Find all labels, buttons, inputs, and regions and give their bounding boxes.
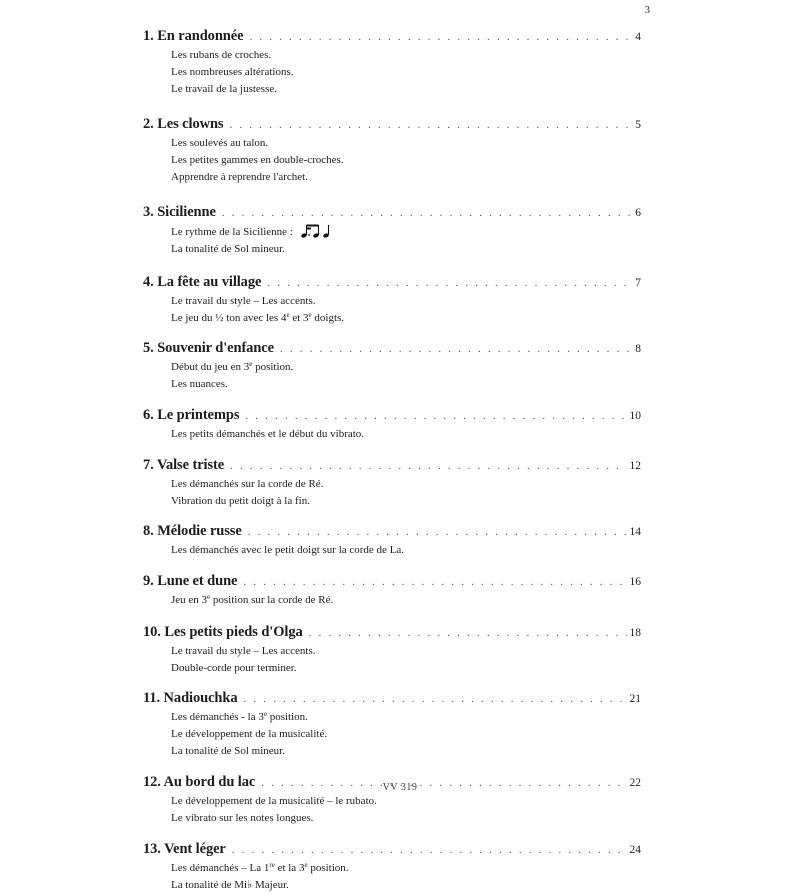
toc-entry xyxy=(143,841,641,894)
toc-subitem: Les démanchés sur la corde de Ré. xyxy=(171,478,324,490)
toc-entry-title[interactable]: 3. Sicilienne xyxy=(143,204,216,220)
toc-entry xyxy=(143,690,641,760)
toc-subitem xyxy=(171,709,641,726)
dot-leader xyxy=(230,460,626,472)
ordinal-superscript: e xyxy=(207,593,211,601)
toc-subitem: Le travail du style – Les accents. xyxy=(171,645,316,657)
toc-subitem-text: position. xyxy=(307,862,349,874)
page-number: 3 xyxy=(644,4,650,16)
toc-entry-title[interactable]: 2. Les clowns xyxy=(143,116,224,132)
toc-subitem: Vibration du petit doigt à la fin. xyxy=(171,495,310,507)
toc-subitem-text: doigts. xyxy=(311,312,345,324)
toc-subitem: Le développement de la musicalité – le rubato. xyxy=(171,795,377,807)
toc-entry-title[interactable]: 13. Vent léger xyxy=(143,841,226,857)
dot-leader xyxy=(232,844,627,856)
toc-entry xyxy=(143,407,641,443)
toc-subitem: Les démanchés avec le petit doigt sur la corde de La. xyxy=(171,544,405,556)
toc-subitem-text: position sur la corde de Ré. xyxy=(210,594,334,606)
toc-subitem-text: Le rythme de la Sicilienne : xyxy=(171,226,293,238)
toc-subitem: Les nombreuses altérations. xyxy=(171,66,294,78)
toc-entry-page[interactable]: 8 xyxy=(635,343,641,355)
footer-catalog-code: VV 319 xyxy=(382,782,418,793)
toc-subitem xyxy=(171,860,641,877)
ordinal-superscript: e xyxy=(304,861,308,869)
toc-entry xyxy=(143,116,641,186)
toc-subitem: Les petits démanchés et le début du vibrato. xyxy=(171,428,365,440)
toc-subitem: Les nuances. xyxy=(171,378,228,390)
toc-subitem-text: et 3 xyxy=(289,312,309,324)
dot-leader xyxy=(243,576,626,588)
toc-entry-page[interactable]: 16 xyxy=(629,576,641,588)
toc-entry-page[interactable]: 5 xyxy=(635,119,641,131)
ordinal-superscript: re xyxy=(269,861,275,869)
toc-entry-title[interactable]: 4. La fête au village xyxy=(143,274,262,290)
ordinal-superscript: e xyxy=(308,311,312,319)
toc-subitem: La tonalité de Sol mineur. xyxy=(171,243,285,255)
toc-entry-page[interactable]: 22 xyxy=(629,777,641,789)
siciliano-rhythm-notes-icon xyxy=(300,223,330,238)
toc-subitem: Le travail de la justesse. xyxy=(171,83,277,95)
toc-entry-title[interactable]: 5. Souvenir d'enfance xyxy=(143,340,274,356)
toc-entry xyxy=(143,204,641,258)
toc-subitem-text: Les démanchés – La 1 xyxy=(171,862,270,874)
toc-subitem: Double-corde pour terminer. xyxy=(171,662,297,674)
dot-leader xyxy=(267,277,632,289)
dot-leader xyxy=(244,693,627,705)
toc-subitem: Les petites gammes en double-croches. xyxy=(171,154,344,166)
toc-subitem xyxy=(171,223,641,241)
toc-subitem: Apprendre à reprendre l'archet. xyxy=(171,171,308,183)
toc-subitem-text: Début du jeu en 3 xyxy=(171,361,250,373)
toc-entry-title[interactable]: 7. Valse triste xyxy=(143,457,225,473)
ordinal-superscript: e xyxy=(263,710,267,718)
toc-entry xyxy=(143,624,641,677)
toc-subitem xyxy=(171,359,641,376)
toc-subitem xyxy=(171,592,641,609)
toc-entry-page[interactable]: 24 xyxy=(629,844,641,856)
dot-leader xyxy=(229,119,632,131)
dot-leader xyxy=(280,343,632,355)
toc-entry-page[interactable]: 7 xyxy=(635,277,641,289)
toc-subitem: La tonalité de Sol mineur. xyxy=(171,745,285,757)
toc-entry-page[interactable]: 21 xyxy=(629,693,641,705)
toc-entry-page[interactable]: 18 xyxy=(629,627,641,639)
toc-entry-title[interactable]: 6. Le printemps xyxy=(143,407,240,423)
toc-subitem xyxy=(171,310,641,327)
toc-entry-title[interactable]: 9. Lune et dune xyxy=(143,573,238,589)
toc-subitem-text: et la 3 xyxy=(274,862,305,874)
table-of-contents xyxy=(143,28,641,894)
toc-subitem-text: Jeu en 3 xyxy=(171,594,208,606)
ordinal-superscript: e xyxy=(286,311,290,319)
toc-subitem: Les soulevés au talon. xyxy=(171,137,269,149)
toc-subitem: Le vibrato sur les notes longues. xyxy=(171,812,314,824)
toc-subitem: Le développement de la musicalité. xyxy=(171,728,328,740)
toc-entry xyxy=(143,573,641,609)
dot-leader xyxy=(245,410,626,422)
toc-entry xyxy=(143,523,641,559)
toc-entry-title[interactable]: 12. Au bord du lac xyxy=(143,774,256,790)
toc-subitem: Les rubans de croches. xyxy=(171,49,272,61)
toc-entry xyxy=(143,28,641,98)
toc-entry-title[interactable]: 11. Nadiouchka xyxy=(143,690,238,706)
toc-subitem-text: position. xyxy=(266,711,308,723)
toc-entry-title[interactable]: 10. Les petits pieds d'Olga xyxy=(143,624,303,640)
dot-leader xyxy=(222,207,632,219)
toc-entry xyxy=(143,340,641,393)
ordinal-superscript: e xyxy=(249,360,253,368)
dot-leader xyxy=(248,526,627,538)
toc-entry xyxy=(143,274,641,327)
toc-subitem: La tonalité de Mi♭ Majeur. xyxy=(171,879,289,891)
toc-entry-page[interactable]: 6 xyxy=(635,207,641,219)
toc-entry-title[interactable]: 8. Mélodie russe xyxy=(143,523,242,539)
toc-entry xyxy=(143,457,641,510)
toc-entry-page[interactable]: 14 xyxy=(629,526,641,538)
toc-entry-page[interactable]: 10 xyxy=(629,410,641,422)
toc-entry-page[interactable]: 4 xyxy=(635,31,641,43)
toc-subitem-text: Les démanchés - la 3 xyxy=(171,711,264,723)
toc-entry-page[interactable]: 12 xyxy=(629,460,641,472)
dot-leader xyxy=(249,31,632,43)
toc-subitem: Le travail du style – Les accents. xyxy=(171,295,316,307)
toc-subitem-text: Le jeu du ½ ton avec les 4 xyxy=(171,312,287,324)
toc-entry-title[interactable]: 1. En randonnée xyxy=(143,28,244,44)
toc-subitem-text: position. xyxy=(252,361,294,373)
dot-leader xyxy=(309,627,627,639)
